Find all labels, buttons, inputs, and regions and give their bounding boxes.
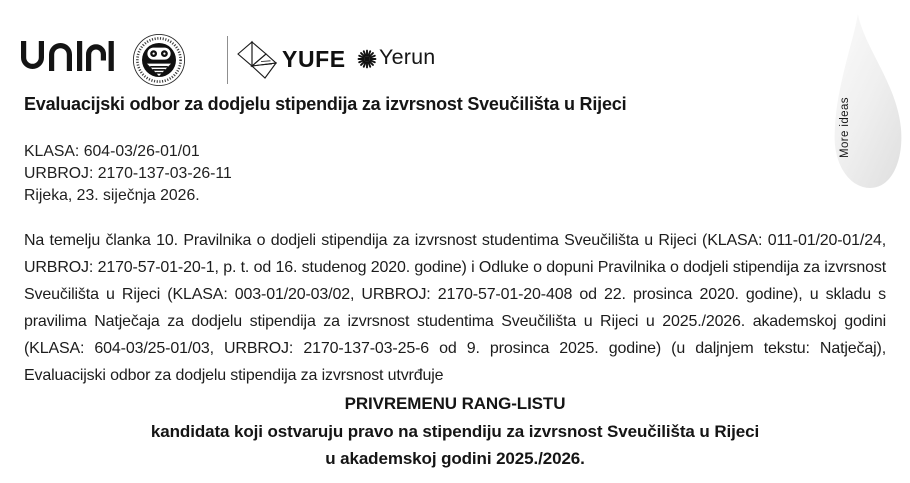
committee-heading: Evaluacijski odbor za dodjelu stipendija za izvrsnost Sveučilišta u Rijeci — [24, 94, 627, 114]
document-meta — [24, 141, 232, 207]
university-seal-icon — [132, 33, 186, 87]
title-line-3: u akademskoj godini 2025./2026. — [325, 449, 585, 468]
title-line-2: kandidata koji ostvaruju pravo na stipendiju za izvrsnost Sveučilišta u Rijeci — [150, 421, 760, 441]
yerun-flower-icon — [356, 48, 378, 70]
urbroj-line: URBROJ: 2170-137-03-26-11 — [24, 165, 232, 182]
ranking-list-title — [0, 390, 910, 473]
logo-divider — [227, 36, 228, 84]
logo-header — [0, 0, 910, 92]
place-date-line: Rijeka, 23. siječnja 2026. — [24, 187, 200, 204]
title-line-1: PRIVREMENU RANG-LISTU — [344, 394, 566, 413]
yerun-logo-label: Yerun — [379, 45, 436, 69]
yufe-logo-icon — [237, 40, 277, 80]
uniri-logo-icon — [18, 41, 114, 72]
yufe-logo-label: YUFE — [282, 46, 346, 72]
klasa-line: KLASA: 604-03/26-01/01 — [24, 143, 200, 160]
legal-basis-paragraph: Na temelju članka 10. Pravilnika o dodjeli stipendija za izvrsnost studentima Sveučilišta u Rijeci (KLASA: 011-01/20-01/24, URBROJ: 2170-57-01-20-1, p. t. od 16. studenog 2020. godine) i Odluke o dopuni Pravilnika o dodjeli stipendija za izvrsnost Sveučilišta u Rijeci (KLASA: 003-01/20-03/02, URBROJ: 2170-57-01-20-408 od 22. prosinca 2020. godine), u skladu s pravilima Natječaja za dodjelu stipendija za izvrsnost studentima Sveučilišta u Rijeci u 2025./2026. akademskoj godini (KLASA: 604-03/25-01/03, URBROJ: 2170-137-03-25-6 od 9. prosinca 2025. godine) (u daljnjem tekstu: Natječaj), Evaluacijski odbor za dodjelu stipendija za izvrsnost utvrđuje — [24, 232, 886, 384]
more-ideas-label: More ideas — [839, 97, 851, 158]
